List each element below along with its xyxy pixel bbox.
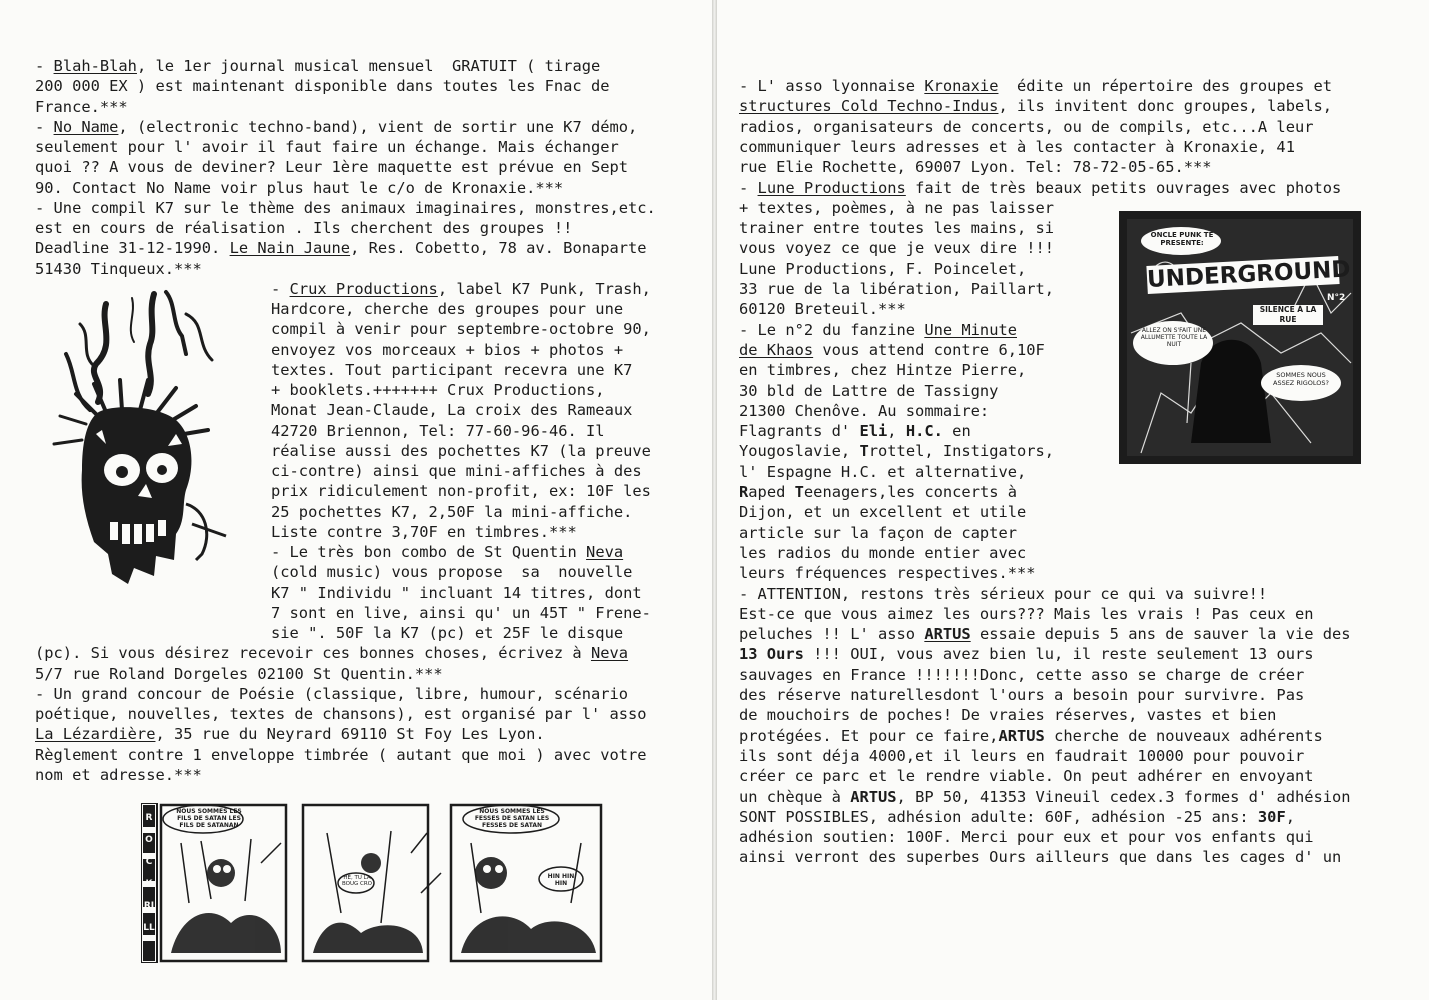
underlined-name: de Khaos (739, 340, 814, 359)
underground-flyer (1119, 211, 1361, 464)
underlined-name: Neva (590, 644, 629, 663)
left-text-line (35, 137, 619, 157)
flyer-issue: N°2 (1327, 293, 1346, 303)
left-text-line (35, 643, 628, 663)
text-segment: édite un répertoire des groupes et (998, 77, 1333, 95)
text-segment: - L' asso lyonnaise (739, 77, 925, 95)
underlined-name: La Lézardière (35, 725, 156, 744)
text-segment: eenagers,les concerts à (803, 483, 1018, 501)
text-segment: communiquer leurs adresses et à les contacter à Kronaxie, 41 (739, 137, 1295, 156)
text-segment: rottel, Instigators, (868, 442, 1055, 461)
right-text-line (739, 665, 1304, 685)
text-segment: + booklets.+++++++ Crux Productions, (271, 381, 605, 399)
bold-text: ARTUS (998, 726, 1045, 745)
left-text-line (35, 76, 610, 96)
right-text-line (739, 827, 1314, 847)
bold-text: Eli (859, 422, 888, 441)
text-segment: un chèque à (739, 787, 851, 806)
text-segment: , (887, 422, 906, 441)
text-segment: protégées. Et pour ce faire, (739, 726, 999, 745)
right-text-line (739, 644, 1314, 664)
bold-text: T (859, 442, 869, 461)
bold-text: 30F (1257, 807, 1286, 826)
left-text-line (35, 157, 628, 177)
text-segment: Règlement contre 1 enveloppe timbrée ( autant que moi ) avec votre (35, 745, 647, 764)
text-segment: 51430 Tinqueux.*** (35, 259, 202, 278)
text-segment: Hardcore, cherche des groupes pour une (271, 300, 624, 318)
left-text-line (35, 56, 600, 76)
flyer-bubble-left: ALLEZ ON S'FAIT UNE ALLUMETTE TOUTE LA NUIT (1140, 327, 1208, 348)
left-text-line (271, 441, 651, 461)
flyer-bubble-right: SOMMES NOUS ASSEZ RIGOLOS? (1273, 371, 1329, 387)
text-segment: , le 1er journal musical mensuel GRATUIT ( tirage (136, 57, 601, 75)
left-text-line (35, 745, 647, 765)
text-segment: 33 rue de la libération, Paillart, (739, 280, 1055, 298)
left-text-line (35, 97, 128, 117)
text-segment: Yougoslavie, (739, 442, 860, 461)
right-text-line (739, 96, 1332, 116)
text-segment: Monat Jean-Claude, La croix des Rameaux (271, 401, 633, 420)
right-text-line (739, 421, 971, 441)
right-text-line (739, 441, 1054, 461)
text-segment: poétique, nouvelles, textes de chansons), est organisé par l' asso (35, 705, 647, 723)
right-text-line (739, 299, 906, 319)
comic-small-text-3: HIN HIN HIN (547, 873, 575, 887)
left-text-line (271, 380, 605, 400)
left-text-line (271, 502, 632, 522)
text-segment: - Le très bon combo de St Quentin (271, 543, 587, 561)
underlined-name: structures Cold Techno-Indus (739, 97, 999, 116)
left-text-line (35, 664, 443, 684)
left-text-line (271, 562, 632, 582)
text-segment: vous voyez ce que je veux dire !!! (739, 239, 1055, 258)
text-segment: , 35 rue du Neyrard 69110 St Foy Les Lyon. (155, 725, 545, 744)
right-text-line (739, 604, 1314, 624)
text-segment: sauvages en France !!!!!!!Donc, cette asso se charge de créer (739, 665, 1305, 684)
bold-text: R (739, 483, 749, 501)
right-text-line (739, 624, 1351, 644)
left-text-line (271, 279, 651, 299)
right-text-line (739, 705, 1276, 725)
text-segment: , ils invitent donc groupes, labels, (998, 97, 1333, 116)
text-segment: rue Elie Rochette, 69007 Lyon. Tel: 78-72-05-65.*** (739, 158, 1212, 177)
text-segment: , label K7 Punk, Trash, (437, 279, 651, 298)
text-segment: France.*** (35, 97, 128, 116)
text-segment: nom et adresse.*** (35, 765, 202, 784)
right-text-line (739, 198, 1054, 218)
text-segment: (pc). Si vous désirez recevoir ces bonnes choses, écrivez à (35, 644, 591, 663)
text-segment: - (35, 117, 54, 136)
punk-skull-illustration (36, 284, 268, 590)
left-text-line (35, 218, 572, 238)
underlined-name: Neva (586, 543, 624, 561)
left-text-line (271, 421, 605, 441)
text-segment: est en cours de réalisation . Ils cherchent des groupes !! (35, 219, 573, 237)
text-segment: envoyez vos morceaux + bios + photos + (271, 340, 624, 359)
left-page (0, 0, 712, 1000)
left-text-line (271, 623, 623, 643)
bold-text: T (794, 483, 804, 501)
comic-bubble-1: NOUS SOMMES LES FILS DE SATAN LES FILS DE SATANAN (176, 808, 242, 829)
right-text-line (739, 502, 1026, 522)
right-text-line (739, 137, 1295, 157)
text-segment: en timbres, chez Hintze Pierre, (739, 361, 1027, 380)
text-segment: - (271, 279, 290, 298)
text-segment: - ATTENTION, restons très sérieux pour ce qui va suivre!! (739, 584, 1268, 603)
text-segment: 60120 Breteuil.*** (739, 300, 906, 319)
right-text-line (739, 76, 1332, 96)
flyer-bubble: ONCLE PUNK TE PRESENTE: (1150, 231, 1214, 247)
text-segment: radios, organisateurs de concerts, ou de compils, etc...A leur (739, 117, 1314, 136)
text-segment: , (1285, 807, 1295, 826)
text-segment: - (739, 178, 758, 197)
left-text-line (271, 461, 642, 481)
underlined-name: Le Nain Jaune (229, 239, 351, 258)
left-text-line (35, 724, 545, 744)
text-segment: cherche de nouveaux adhérents (1044, 726, 1323, 745)
bold-text: ARTUS (850, 787, 897, 806)
text-segment: créer ce parc et le rendre viable. On peut adhérer en envoyant (739, 767, 1314, 786)
left-text-line (35, 238, 647, 258)
text-segment: , (electronic techno-band), vient de sortir une K7 démo, (118, 117, 638, 136)
text-segment: , BP 50, 41353 Vineuil cedex.3 formes d' adhésion (896, 787, 1351, 806)
text-segment: Est-ce que vous aimez les ours??? Mais les vrais ! Pas ceux en (739, 604, 1314, 623)
text-segment: 5/7 rue Roland Dorgeles 02100 St Quentin.*** (35, 664, 443, 683)
text-segment: Deadline 31-12-1990. (35, 239, 230, 258)
text-segment: aped (748, 483, 795, 501)
right-text-line (739, 563, 1036, 583)
comic-small-text-1: HÉ, TU LA BOUG CRO (341, 875, 373, 887)
text-segment: , Res. Cobetto, 78 av. Bonaparte (350, 239, 647, 258)
right-text-line (739, 787, 1351, 807)
right-text-line (739, 766, 1314, 786)
right-text-line (739, 847, 1341, 867)
right-text-line (739, 320, 1017, 340)
text-segment: 7 sont en live, ainsi qu' un 45T " Frene- (271, 603, 651, 622)
left-text-line (35, 117, 637, 137)
comic-vertical-caption: ROCKRILL (143, 813, 155, 933)
text-segment: + textes, poèmes, à ne pas laisser (739, 198, 1055, 217)
left-text-line (271, 522, 577, 542)
text-segment: !!! OUI, vous avez bien lu, il reste seulement 13 ours (803, 645, 1314, 664)
left-text-line (271, 583, 642, 603)
flyer-title: UNDERGROUND (1146, 256, 1352, 294)
underlined-name: Une Minute (924, 320, 1017, 339)
left-text-line (271, 603, 651, 623)
text-segment: de mouchoirs de poches! De vraies réserves, vastes et bien (739, 706, 1277, 725)
text-segment: Dijon, et un excellent et utile (739, 503, 1027, 522)
right-text-line (739, 543, 1026, 563)
text-segment: fait de très beaux petits ouvrages avec photos (905, 178, 1342, 197)
underlined-name: No Name (53, 117, 119, 136)
text-segment: prix ridiculement non-profit, ex: 10F les (271, 482, 651, 501)
text-segment: essaie depuis 5 ans de sauver la vie des (970, 625, 1351, 644)
left-text-line (35, 178, 563, 198)
text-segment: (cold music) vous propose sa nouvelle (271, 563, 633, 582)
flyer-sign: SILENCE À LA RUE (1259, 305, 1317, 324)
text-segment: 30 bld de Lattre de Tassigny (739, 381, 999, 400)
right-page (717, 0, 1429, 1000)
right-text-line (739, 807, 1295, 827)
left-text-line (35, 765, 202, 785)
text-segment: - Un grand concour de Poésie (classique, libre, humour, scénario (35, 684, 629, 703)
text-segment: compil à venir pour septembre-octobre 90, (271, 320, 651, 339)
text-segment: les radios du monde entier avec (739, 543, 1027, 562)
right-text-line (739, 381, 998, 401)
left-text-line (271, 400, 632, 420)
right-text-line (739, 462, 1026, 482)
text-segment: leurs fréquences respectives.*** (739, 564, 1036, 583)
text-segment: 21300 Chenôve. Au sommaire: (739, 401, 990, 420)
underlined-name: ARTUS (924, 625, 971, 644)
text-segment: - (35, 57, 54, 75)
left-text-line (35, 684, 628, 704)
text-segment: 42720 Briennon, Tel: 77-60-96-46. Il (271, 421, 605, 440)
text-segment: ils sont déja 4000,et il leurs en faudrait 10000 pour pouvoir (739, 746, 1305, 765)
left-text-line (35, 198, 656, 218)
right-text-line (739, 360, 1026, 380)
text-segment: réalise aussi des pochettes K7 (la preuve (271, 441, 651, 460)
text-segment: K7 " Individu " incluant 14 titres, dont (271, 583, 642, 602)
left-text-line (271, 542, 623, 562)
right-text-line (739, 584, 1267, 604)
right-text-line (739, 746, 1304, 766)
text-segment: - Une compil K7 sur le thème des animaux imaginaires, monstres,etc. (35, 198, 656, 217)
right-text-line (739, 340, 1045, 360)
left-text-line (271, 481, 651, 501)
text-segment: textes. Tout participant recevra une K7 (271, 360, 633, 379)
comic-strip (141, 803, 606, 963)
right-text-line (739, 178, 1341, 198)
text-segment: 90. Contact No Name voir plus haut le c/o de Kronaxie.*** (35, 178, 564, 197)
text-segment: trainer entre toutes les mains, si (739, 219, 1055, 238)
bold-text: H.C. (905, 422, 943, 441)
left-text-line (271, 360, 632, 380)
right-text-line (739, 482, 1017, 502)
right-text-line (739, 279, 1054, 299)
text-segment: ainsi verront des superbes Ours ailleurs que dans les cages d' un (739, 848, 1342, 867)
underlined-name: Kronaxie (924, 77, 999, 95)
text-segment: 200 000 EX ) est maintenant disponible dans toutes les Fnac de (35, 77, 610, 96)
underlined-name: Crux Productions (289, 279, 438, 298)
underlined-name: Lune Productions (757, 178, 906, 197)
right-text-line (739, 117, 1314, 137)
left-text-line (271, 340, 623, 360)
text-segment: quoi ?? A vous de deviner? Leur 1ère maquette est prévue en Sept (35, 158, 629, 177)
text-segment: - Le n°2 du fanzine (739, 320, 925, 339)
text-segment: Flagrants d' (739, 422, 860, 441)
text-segment: SONT POSSIBLES, adhésion adulte: 60F, adhésion -25 ans: (739, 807, 1258, 826)
text-segment: en (942, 422, 971, 441)
right-text-line (739, 726, 1323, 746)
underlined-name: Blah-Blah (53, 57, 137, 75)
text-segment: Liste contre 3,70F en timbres.*** (271, 522, 577, 541)
right-text-line (739, 157, 1212, 177)
right-text-line (739, 523, 1017, 543)
text-segment: ci-contre) ainsi que mini-affiches à des (271, 462, 642, 480)
text-segment: seulement pour l' avoir il faut faire un échange. Mais échanger (35, 138, 619, 156)
text-segment: sie ". 50F la K7 (pc) et 25F le disque (271, 624, 624, 642)
text-segment: article sur la façon de capter (739, 523, 1017, 542)
right-text-line (739, 238, 1054, 258)
text-segment: peluches !! L' asso (739, 625, 925, 644)
right-text-line (739, 401, 989, 421)
right-text-line (739, 685, 1304, 705)
comic-bubble-3: NOUS SOMMES LES FESSES DE SATAN LES FESSES DE SATAN (474, 808, 550, 829)
text-segment: des réserve naturellesdont l'ours a besoin pour survivre. Pas (739, 686, 1305, 704)
left-text-line (35, 704, 647, 724)
bold-text: 13 Ours (739, 645, 804, 664)
text-segment: Lune Productions, F. Poincelet, (739, 259, 1027, 278)
text-segment: vous attend contre 6,10F (813, 340, 1045, 359)
left-text-line (271, 299, 623, 319)
left-text-line (35, 259, 202, 279)
text-segment: adhésion soutien: 100F. Merci pour eux et pour vos enfants qui (739, 828, 1314, 847)
text-segment: 25 pochettes K7, 2,50F la mini-affiche. (271, 502, 633, 521)
left-text-line (271, 319, 651, 339)
text-segment: l' Espagne H.C. et alternative, (739, 462, 1027, 481)
right-text-line (739, 218, 1054, 238)
right-text-line (739, 259, 1026, 279)
